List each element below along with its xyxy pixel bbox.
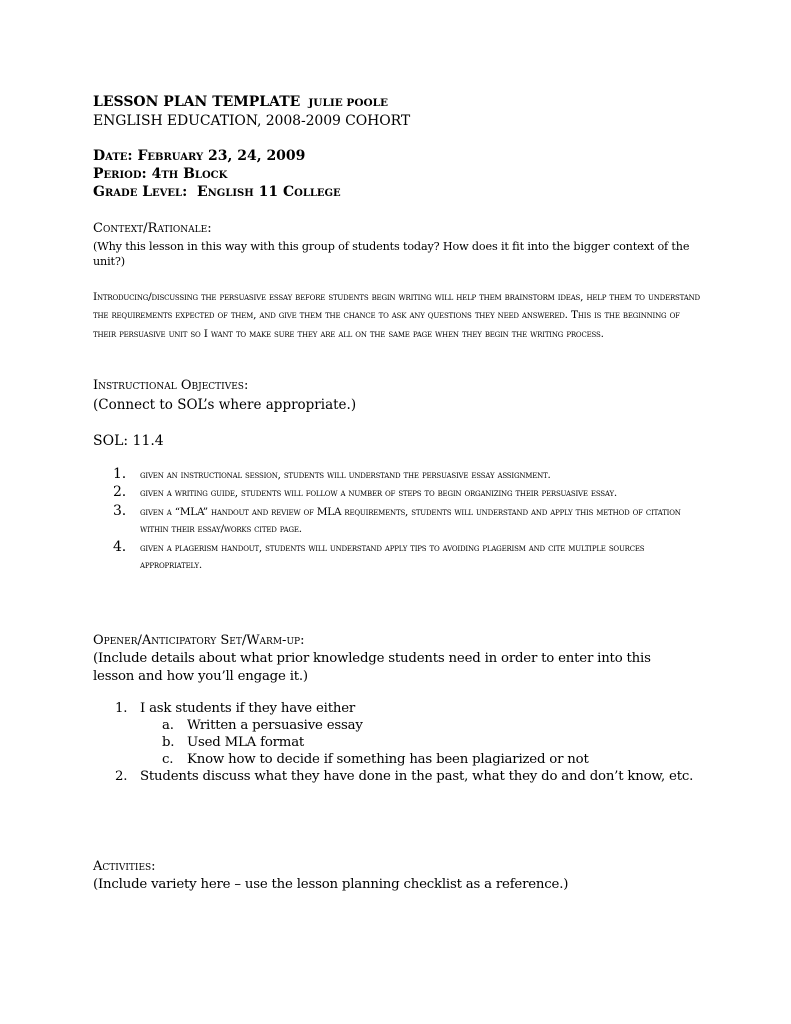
list-number: 1. — [113, 466, 126, 482]
author-name: JULIE POOLE — [308, 97, 388, 109]
list-number: 3. — [113, 502, 126, 519]
date-value: February 23, 24, 2009 — [137, 148, 306, 164]
date-label: Date: — [93, 148, 133, 164]
list-item-text: Students discuss what they have done in the past, what they do and don’t know, etc. — [140, 769, 694, 784]
activities-heading: Activities: — [93, 859, 156, 874]
sub-list-letter: c. — [162, 752, 174, 767]
list-item-text: I ask students if they have either — [140, 701, 356, 716]
list-item — [115, 700, 705, 768]
sub-list-item — [140, 751, 705, 768]
activities-note: (Include variety here – use the lesson planning checklist as a reference.) — [93, 877, 569, 892]
opener-heading: Opener/Anticipatory Set/Warm-up: — [93, 633, 305, 648]
opener-sub-list — [140, 717, 705, 768]
context-note: (Why this lesson in this way with this group of students today? How does it fit into the bigger context of the unit?) — [93, 240, 690, 268]
sol-reference: SOL: 11.4 — [93, 433, 164, 449]
grade-level-line — [93, 184, 341, 200]
rationale-text: Introducing/discussing the persuasive essay before students begin writing will help them brainstorm ideas, help them to understand the requirements expected of them, and give them the chance to ask any questions they need answered. This is the beginning of their persuasive unit so I want to make sure they are all on the same page when they begin the writing process. — [93, 291, 700, 340]
list-number: 2. — [115, 769, 128, 784]
objectives-heading: Instructional Objectives: — [93, 378, 249, 393]
list-item — [113, 467, 703, 485]
sub-list-item-text: Written a persuasive essay — [187, 718, 363, 733]
grade-level-value: English 11 College — [197, 184, 341, 200]
sub-list-item-text: Know how to decide if something has been plagiarized or not — [187, 752, 589, 767]
list-item-text: given a writing guide, students will follow a number of steps to begin organizing their persuasive essay. — [140, 487, 617, 500]
document-title-line — [93, 94, 388, 110]
list-item — [113, 504, 703, 540]
sub-list-item — [140, 734, 705, 751]
list-item-text: given a plagerism handout, students will understand apply tips to avoiding plagerism and cite multiple sources appropriately. — [140, 541, 645, 572]
opener-steps-list — [115, 700, 705, 785]
list-item-text: given an instructional session, students will understand the persuasive essay assignment. — [140, 469, 551, 481]
sub-list-item — [140, 717, 705, 734]
period-value: 4th Block — [151, 166, 228, 182]
list-item — [113, 485, 703, 503]
document-title: LESSON PLAN TEMPLATE — [93, 94, 301, 110]
objectives-list — [113, 467, 703, 576]
grade-level-label: Grade Level: — [93, 184, 188, 200]
list-number: 2. — [113, 484, 126, 501]
sub-list-letter: a. — [162, 718, 174, 733]
period-label: Period: — [93, 166, 147, 182]
list-number: 4. — [113, 538, 126, 555]
list-item — [115, 768, 705, 785]
list-item-text: given a “MLA” handout and review of MLA requirements, students will understand and apply this method of citation within their essay/works cited page. — [140, 505, 681, 536]
opener-note: (Include details about what prior knowledge students need in order to enter into this lesson and how you’ll engage it.) — [93, 651, 651, 684]
objectives-note: (Connect to SOL’s where appropriate.) — [93, 397, 357, 413]
sub-list-item-text: Used MLA format — [187, 735, 305, 750]
date-line — [93, 148, 305, 164]
context-heading: Context/Rationale: — [93, 221, 212, 236]
list-number: 1. — [115, 701, 128, 716]
period-line — [93, 166, 227, 182]
cohort-line: ENGLISH EDUCATION, 2008-2009 COHORT — [93, 113, 411, 129]
sub-list-letter: b. — [162, 735, 175, 750]
list-item — [113, 540, 703, 576]
